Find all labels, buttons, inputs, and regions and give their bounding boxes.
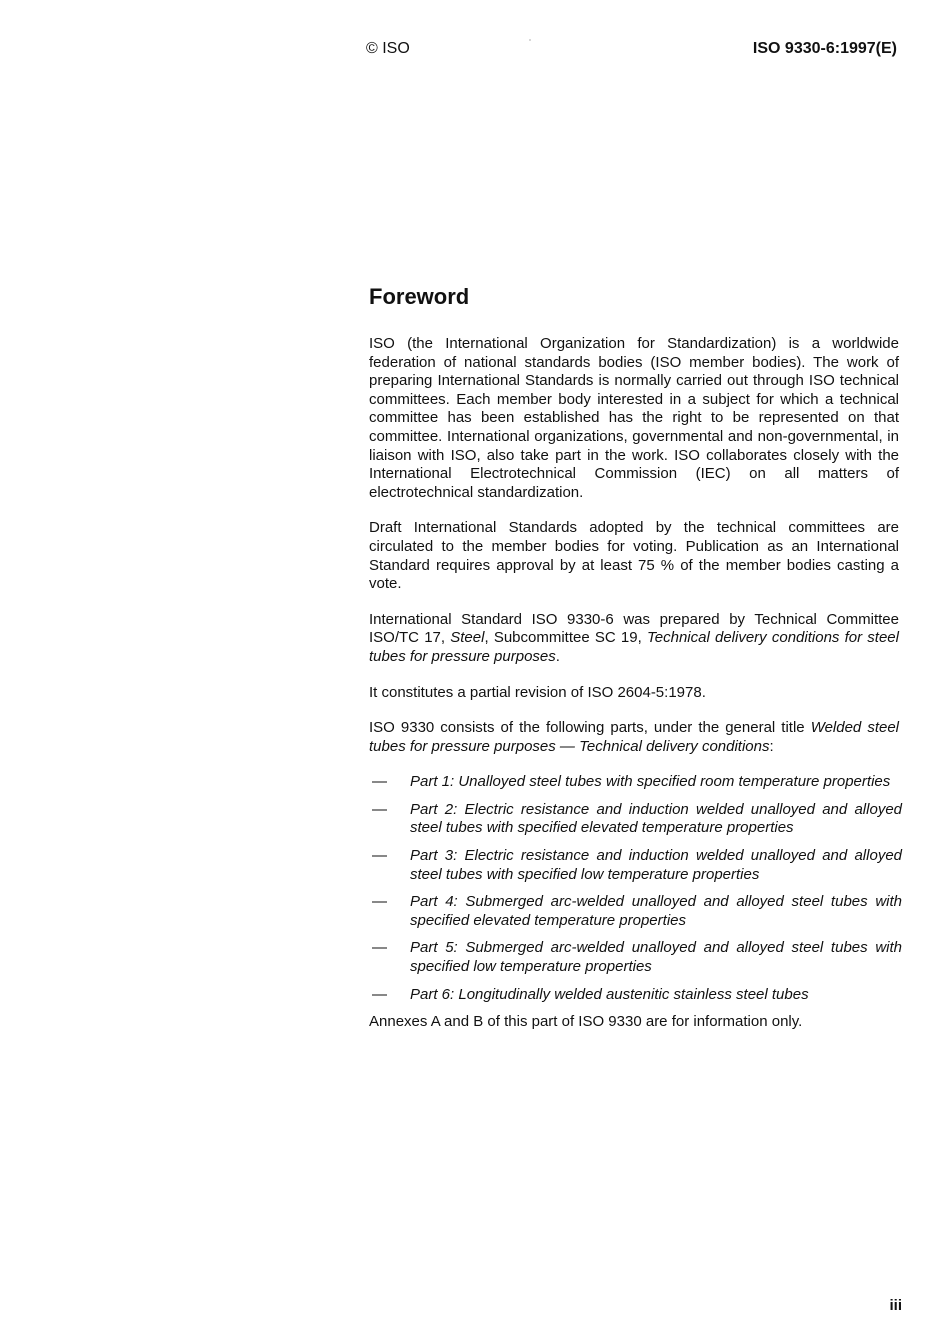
prepared-suffix: .: [555, 647, 560, 665]
parts-intro-suffix: :: [769, 737, 774, 755]
part-5-text: Part 5: Submerged arc-welded unalloyed and alloyed steel tubes with specified low temperature properties: [410, 939, 902, 976]
header-document-id: ISO 9330-6:1997(E): [752, 40, 897, 57]
general-title: Welded steel tubes for pressure purposes — Technical delivery conditions: [369, 719, 900, 755]
part-1-text: Part 1: Unalloyed steel tubes with specified room temperature properties: [410, 773, 891, 791]
scan-speck: [529, 39, 531, 41]
paragraph-prepared-by: [369, 611, 899, 667]
list-item: [372, 986, 902, 1005]
paragraph-parts-intro: [369, 719, 899, 756]
dash-bullet: —: [372, 985, 387, 1003]
paragraph-revision: It constitutes a partial revision of ISO 2604-5:1978.: [369, 683, 706, 701]
prepared-prefix: International Standard ISO 9330-6 was prepared by Technical Committee ISO/TC 17,: [369, 610, 899, 647]
paragraph-draft-standards: Draft International Standards adopted by the technical committees are circulated to the member bodies for voting. Publication as an International Standard requires approval by at least 75 % of the member bodies casting a vote.: [369, 519, 899, 593]
dash-bullet: —: [372, 800, 387, 818]
foreword-body: [369, 335, 902, 1032]
dash-bullet: —: [372, 773, 387, 791]
part-3-text: Part 3: Electric resistance and induction welded unalloyed and alloyed steel tubes with specified low temperature properties: [410, 847, 902, 883]
dash-bullet: —: [372, 893, 387, 911]
part-2-text: Part 2: Electric resistance and induction welded unalloyed and alloyed steel tubes with specified elevated temperature properties: [410, 800, 902, 837]
part-6-text: Part 6: Longitudinally welded austenitic stainless steel tubes: [410, 985, 809, 1003]
dash-bullet: —: [372, 939, 387, 957]
dash-bullet: —: [372, 847, 387, 865]
parts-list: [372, 773, 902, 1004]
paragraph-annexes: Annexes A and B of this part of ISO 9330 are for information only.: [369, 1013, 803, 1031]
list-item: [372, 939, 902, 976]
committee-name: Steel: [450, 629, 485, 647]
page-title: Foreword: [369, 284, 470, 309]
list-item: [372, 893, 902, 930]
header-copyright: © ISO: [366, 40, 410, 57]
page-number: iii: [889, 1297, 902, 1314]
subcommittee-name: Technical delivery conditions for steel tubes for pressure purposes: [369, 629, 899, 665]
list-item: [372, 847, 902, 884]
parts-intro-prefix: ISO 9330 consists of the following parts, under the general title: [369, 719, 811, 737]
part-4-text: Part 4: Submerged arc-welded unalloyed and alloyed steel tubes with specified elevated temperature properties: [410, 893, 902, 929]
paragraph-iso-intro: ISO (the International Organization for Standardization) is a worldwide federation of national standards bodies (ISO member bodies). The work of preparing International Standards is normally carried out through ISO technical committees. Each member body interested in a subject for which a technical committee has been established has the right to be represented on that committee. International organizations, governmental and non-governmental, in liaison with ISO, also take part in the work. ISO collaborates closely with the International Electrotechnical Commission (IEC) on all matters of electrotechnical standardization.: [369, 335, 899, 501]
list-item: [372, 801, 902, 838]
prepared-middle: , Subcommittee SC 19,: [484, 629, 647, 647]
list-item: [372, 773, 902, 792]
